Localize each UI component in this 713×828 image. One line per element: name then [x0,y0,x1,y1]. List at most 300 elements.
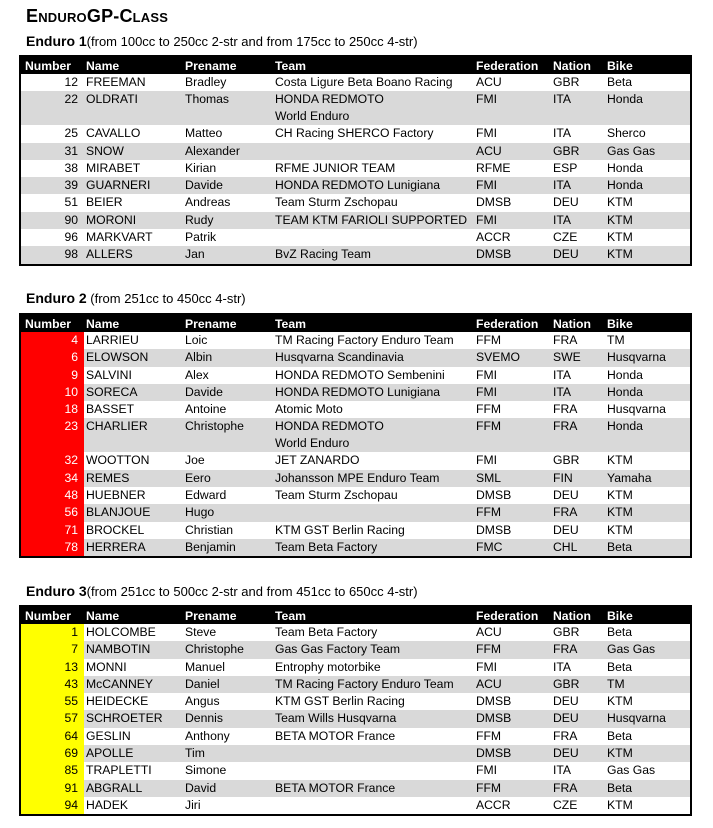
cell-number: 9 [20,367,84,384]
cell-team [273,797,474,815]
cell-bike: Husqvarna [607,402,666,417]
cell-bike: KTM [607,195,633,210]
cell-nation: DEU [551,745,605,762]
cell-federation: FFM [474,504,551,521]
cell-number: 13 [20,659,84,676]
cell-prename: Christophe [183,641,273,658]
cell-bike: Beta [607,75,633,89]
table-row [20,470,691,487]
cell-federation: FMI [476,763,497,778]
cell-prename: Edward [185,488,227,503]
cell-prename: Angus [185,694,220,709]
cell-bike: Honda [605,91,691,125]
table-row [20,367,691,384]
cell-name: McCANNEY [84,676,183,693]
column-header-nation: Nation [551,606,605,624]
cell-nation: FRA [551,418,605,452]
cell-number: 7 [20,641,84,658]
cell-prename: Davide [183,177,273,194]
cell-nation: ITA [553,367,572,382]
cell-prename: Manuel [185,659,225,674]
cell-number: 64 [20,728,84,745]
cell-number: 48 [20,487,84,504]
cell-number: 96 [64,230,78,245]
cell-team: TM Racing Factory Enduro Team [275,333,454,347]
cell-bike: KTM [607,797,633,812]
cell-name: APOLLE [84,745,183,762]
cell-nation: GBR [553,453,580,468]
cell-prename: Patrik [185,230,217,245]
table-row [20,780,691,797]
cell-federation: FMC [474,539,551,557]
cell-name: HUEBNER [86,488,146,503]
cell-bike: Beta [605,780,691,797]
cell-bike: KTM [607,230,633,245]
section-title-enduro1 [26,33,418,49]
cell-bike: Honda [605,177,691,194]
cell-bike: Beta [607,659,633,674]
cell-team: TEAM KTM FARIOLI SUPPORTED [273,212,474,229]
section-desc: (from 251cc to 450cc 4-str) [86,291,246,306]
cell-name: MORONI [84,212,183,229]
cell-prename: Daniel [183,676,273,693]
table-row [20,212,691,229]
entries-table-enduro3 [19,605,692,816]
column-header-nation: Nation [551,314,605,332]
table-row [20,522,691,539]
cell-federation: FFM [474,641,551,658]
cell-bike: Gas Gas [607,763,656,778]
cell-team [273,762,474,779]
column-header-bike: Bike [605,606,691,624]
column-header-name: Name [84,606,183,624]
cell-number: 38 [64,160,78,175]
cell-number: 85 [20,762,84,779]
cell-bike: Gas Gas [605,641,691,658]
cell-number: 31 [20,143,84,160]
cell-team: Johansson MPE Enduro Team [273,470,474,487]
cell-bike: Honda [607,367,643,382]
cell-prename: Alexander [183,143,273,160]
column-header-team: Team [273,56,474,74]
cell-nation: CZE [553,230,578,245]
cell-prename: Steve [185,625,217,639]
table-row [20,624,691,641]
cell-prename: Matteo [185,126,223,141]
cell-team: Costa Ligure Beta Boano Racing [275,75,453,89]
cell-number: 23 [20,418,84,452]
cell-team: BETA MOTOR France [273,780,474,797]
cell-prename: Alex [185,367,209,382]
cell-team [273,229,474,246]
cell-bike: Beta [607,625,633,639]
cell-federation: ACCR [476,230,511,245]
cell-bike: KTM [605,246,691,264]
cell-federation: FFM [474,780,551,797]
column-header-number: Number [20,606,84,624]
cell-name: BROCKEL [86,522,145,537]
cell-federation: DMSB [474,246,551,264]
cell-number: 34 [20,470,84,487]
cell-name: HERRERA [84,539,183,557]
table-row [20,641,691,658]
cell-name: SORECA [84,384,183,401]
cell-federation: DMSB [474,710,551,727]
cell-team: RFME JUNIOR TEAM [275,160,396,175]
cell-team: Husqvarna Scandinavia [273,349,474,366]
cell-bike: KTM [607,522,633,537]
cell-bike: KTM [605,504,691,521]
cell-federation: FMI [474,177,551,194]
cell-number: 4 [20,332,84,349]
cell-nation: GBR [553,625,580,639]
column-header-name: Name [84,56,183,74]
cell-name: WOOTTON [86,453,150,468]
cell-prename: Davide [183,384,273,401]
cell-federation: FFM [476,402,502,417]
column-header-bike: Bike [605,314,691,332]
cell-nation: GBR [551,676,605,693]
cell-bike: KTM [605,212,691,229]
cell-prename: Joe [185,453,205,468]
table-row [20,91,691,125]
table-header-row [20,606,691,624]
cell-name: ELOWSON [84,349,183,366]
cell-nation: FRA [551,641,605,658]
table-row [20,539,691,557]
section-desc: (from 100cc to 250cc 2-str and from 175cc to 250cc 4-str) [86,34,418,49]
cell-federation: FFM [474,418,551,452]
cell-bike: Sherco [607,126,646,141]
column-header-federation: Federation [474,606,551,624]
cell-federation: ACU [474,676,551,693]
cell-federation: DMSB [474,745,551,762]
cell-number: 71 [20,522,84,539]
column-header-bike: Bike [605,56,691,74]
table-row [20,246,691,264]
cell-prename: Hugo [183,504,273,521]
cell-bike: Beta [607,728,633,743]
cell-number: 94 [20,797,84,815]
cell-nation: ITA [553,659,572,674]
cell-name: LARRIEU [86,333,139,347]
cell-prename: Jiri [185,797,201,812]
cell-name: HEIDECKE [86,694,149,709]
cell-number: 43 [20,676,84,693]
cell-team [273,504,474,521]
cell-federation: FMI [476,659,497,674]
cell-bike: Honda [607,160,643,175]
cell-nation: ITA [551,212,605,229]
column-header-team: Team [273,314,474,332]
cell-number: 90 [20,212,84,229]
cell-team: Team Beta Factory [273,539,474,557]
cell-bike: Gas Gas [605,143,691,160]
cell-prename: Eero [183,470,273,487]
cell-number: 55 [20,693,84,710]
cell-bike: Honda [605,384,691,401]
cell-name: BLANJOUE [84,504,183,521]
cell-bike: Honda [605,418,691,452]
cell-bike: TM [607,333,625,347]
table-row [20,487,691,504]
cell-nation: FRA [551,504,605,521]
section-name: Enduro 1 [26,33,87,49]
cell-team: BvZ Racing Team [273,246,474,264]
column-header-prename: Prename [183,56,273,74]
table-row [20,452,691,469]
cell-federation: FMI [476,453,497,468]
table-row [20,332,691,349]
cell-number: 56 [20,504,84,521]
cell-nation: DEU [553,488,579,503]
cell-name: TRAPLETTI [86,763,152,778]
cell-prename: Benjamin [183,539,273,557]
cell-name: MARKVART [86,230,153,245]
cell-nation: SWE [551,349,605,366]
column-header-team: Team [273,606,474,624]
cell-name: NAMBOTIN [84,641,183,658]
cell-federation: SVEMO [474,349,551,366]
cell-number: 57 [20,710,84,727]
cell-bike: KTM [605,745,691,762]
cell-nation: FRA [553,333,578,347]
cell-prename: Dennis [183,710,273,727]
cell-name: ALLERS [84,246,183,264]
cell-bike: KTM [607,694,633,709]
cell-number: 12 [64,75,78,89]
cell-team: KTM GST Berlin Racing [275,694,405,709]
cell-team: CH Racing SHERCO Factory [275,126,434,141]
cell-federation: DMSB [476,195,512,210]
column-header-nation: Nation [551,56,605,74]
section-desc: (from 251cc to 500cc 2-str and from 451cc to 650cc 4-str) [86,584,418,599]
cell-name: SALVINI [86,367,132,382]
cell-number: 91 [20,780,84,797]
cell-prename: Antoine [185,402,227,417]
section-name: Enduro 3 [26,583,87,599]
cell-nation: DEU [551,710,605,727]
cell-bike: TM [605,676,691,693]
table-row [20,401,691,418]
table-row [20,676,691,693]
cell-name: MIRABET [86,160,141,175]
column-header-federation: Federation [474,56,551,74]
cell-team [273,143,474,160]
column-header-federation: Federation [474,314,551,332]
cell-federation: SML [474,470,551,487]
cell-team: Entrophy motorbike [275,659,381,674]
table-row [20,177,691,194]
cell-team: Team Wills Husqvarna [273,710,474,727]
cell-prename: Anthony [185,728,230,743]
table-row [20,194,691,211]
table-row [20,728,691,745]
cell-prename: Christian [185,522,234,537]
cell-number: 25 [64,126,78,141]
cell-name: SCHROETER [84,710,183,727]
cell-nation: DEU [553,195,579,210]
cell-nation: ESP [553,160,578,175]
cell-prename: Loic [185,333,208,347]
cell-nation: DEU [551,246,605,264]
cell-name: FREEMAN [86,75,146,89]
cell-number: 32 [20,452,84,469]
table-row [20,125,691,142]
cell-name: ABGRALL [84,780,183,797]
cell-nation: FIN [551,470,605,487]
cell-team: Team Beta Factory [275,625,378,639]
cell-prename: David [183,780,273,797]
table-row [20,797,691,815]
cell-bike: Yamaha [605,470,691,487]
cell-prename: Christophe [183,418,273,452]
cell-federation: FMI [476,126,497,141]
table-row [20,504,691,521]
cell-federation: ACU [476,75,502,89]
cell-bike: Beta [605,539,691,557]
cell-federation: ACU [474,143,551,160]
cell-nation: CHL [551,539,605,557]
cell-federation: FMI [474,384,551,401]
cell-number: 6 [20,349,84,366]
cell-prename: Bradley [185,75,227,89]
entries-table-enduro1 [19,55,692,266]
cell-prename: Jan [183,246,273,264]
cell-federation: FMI [476,367,497,382]
table-row [20,693,691,710]
cell-federation: DMSB [476,488,512,503]
cell-team: HONDA REDMOTO World Enduro [273,418,474,452]
column-header-number: Number [20,314,84,332]
cell-nation: ITA [553,126,572,141]
cell-number: 1 [20,624,84,641]
cell-nation: CZE [553,797,578,812]
cell-number: 69 [20,745,84,762]
cell-prename: Albin [183,349,273,366]
cell-nation: DEU [553,694,579,709]
cell-federation: FMI [474,212,551,229]
cell-team: Gas Gas Factory Team [273,641,474,658]
cell-nation: GBR [551,143,605,160]
cell-number: 39 [20,177,84,194]
cell-name: CHARLIER [84,418,183,452]
cell-name: REMES [84,470,183,487]
cell-number: 18 [20,401,84,418]
entries-table-enduro2 [19,313,692,558]
table-row [20,659,691,676]
cell-nation: ITA [551,91,605,125]
cell-federation: RFME [476,160,511,175]
cell-bike: Husqvarna [605,710,691,727]
cell-federation: ACU [476,625,502,639]
cell-number: 51 [64,195,78,210]
cell-number: 98 [20,246,84,264]
cell-team [273,745,474,762]
cell-federation: DMSB [476,694,512,709]
cell-nation: ITA [551,177,605,194]
cell-team: HONDA REDMOTO Lunigiana [273,384,474,401]
cell-prename: Andreas [185,195,231,210]
table-row [20,384,691,401]
cell-team: TM Racing Factory Enduro Team [273,676,474,693]
cell-team: Team Sturm Zschopau [275,488,398,503]
cell-number: 10 [20,384,84,401]
cell-team: BETA MOTOR France [275,728,396,743]
cell-name: GESLIN [86,728,131,743]
section-name: Enduro 2 [26,290,87,306]
cell-name: BASSET [86,402,135,417]
cell-federation: DMSB [476,522,512,537]
table-row [20,229,691,246]
table-header-row [20,56,691,74]
cell-nation: FRA [553,728,578,743]
cell-bike: KTM [607,488,633,503]
cell-prename: Rudy [183,212,273,229]
table-header-row [20,314,691,332]
cell-prename: Kirian [185,160,217,175]
cell-nation: DEU [553,522,579,537]
table-row [20,418,691,452]
cell-bike: KTM [607,453,633,468]
section-title-enduro3 [26,583,418,599]
table-row [20,160,691,177]
table-row [20,74,691,91]
cell-name: OLDRATI [84,91,183,125]
table-row [20,143,691,160]
cell-federation: FFM [476,728,502,743]
cell-name: BEIER [86,195,123,210]
cell-team: Team Sturm Zschopau [275,195,398,210]
column-header-prename: Prename [183,606,273,624]
cell-nation: GBR [553,75,580,89]
cell-name: GUARNERI [84,177,183,194]
cell-number: 22 [20,91,84,125]
cell-name: HADEK [86,797,128,812]
cell-team: KTM GST Berlin Racing [275,522,405,537]
cell-team: JET ZANARDO [275,453,360,468]
cell-prename: Tim [183,745,273,762]
cell-federation: FMI [474,91,551,125]
cell-nation: FRA [551,780,605,797]
section-title-enduro2 [26,290,246,306]
page-title: EnduroGP-Class [26,6,169,26]
column-header-name: Name [84,314,183,332]
cell-nation: ITA [553,763,572,778]
cell-name: SNOW [84,143,183,160]
cell-prename: Simone [185,763,227,778]
table-row [20,349,691,366]
cell-nation: FRA [553,402,578,417]
cell-name: CAVALLO [86,126,141,141]
cell-team: HONDA REDMOTO Sembenini [275,367,445,382]
table-row [20,762,691,779]
cell-nation: ITA [551,384,605,401]
cell-team: HONDA REDMOTO World Enduro [273,91,474,125]
column-header-number: Number [20,56,84,74]
cell-name: HOLCOMBE [86,625,156,639]
cell-number: 78 [20,539,84,557]
cell-federation: ACCR [476,797,511,812]
cell-bike: Husqvarna [605,349,691,366]
table-row [20,710,691,727]
cell-team: HONDA REDMOTO Lunigiana [273,177,474,194]
column-header-prename: Prename [183,314,273,332]
table-row [20,745,691,762]
cell-team: Atomic Moto [275,402,343,417]
cell-name: MONNI [86,659,127,674]
cell-federation: FFM [476,333,502,347]
